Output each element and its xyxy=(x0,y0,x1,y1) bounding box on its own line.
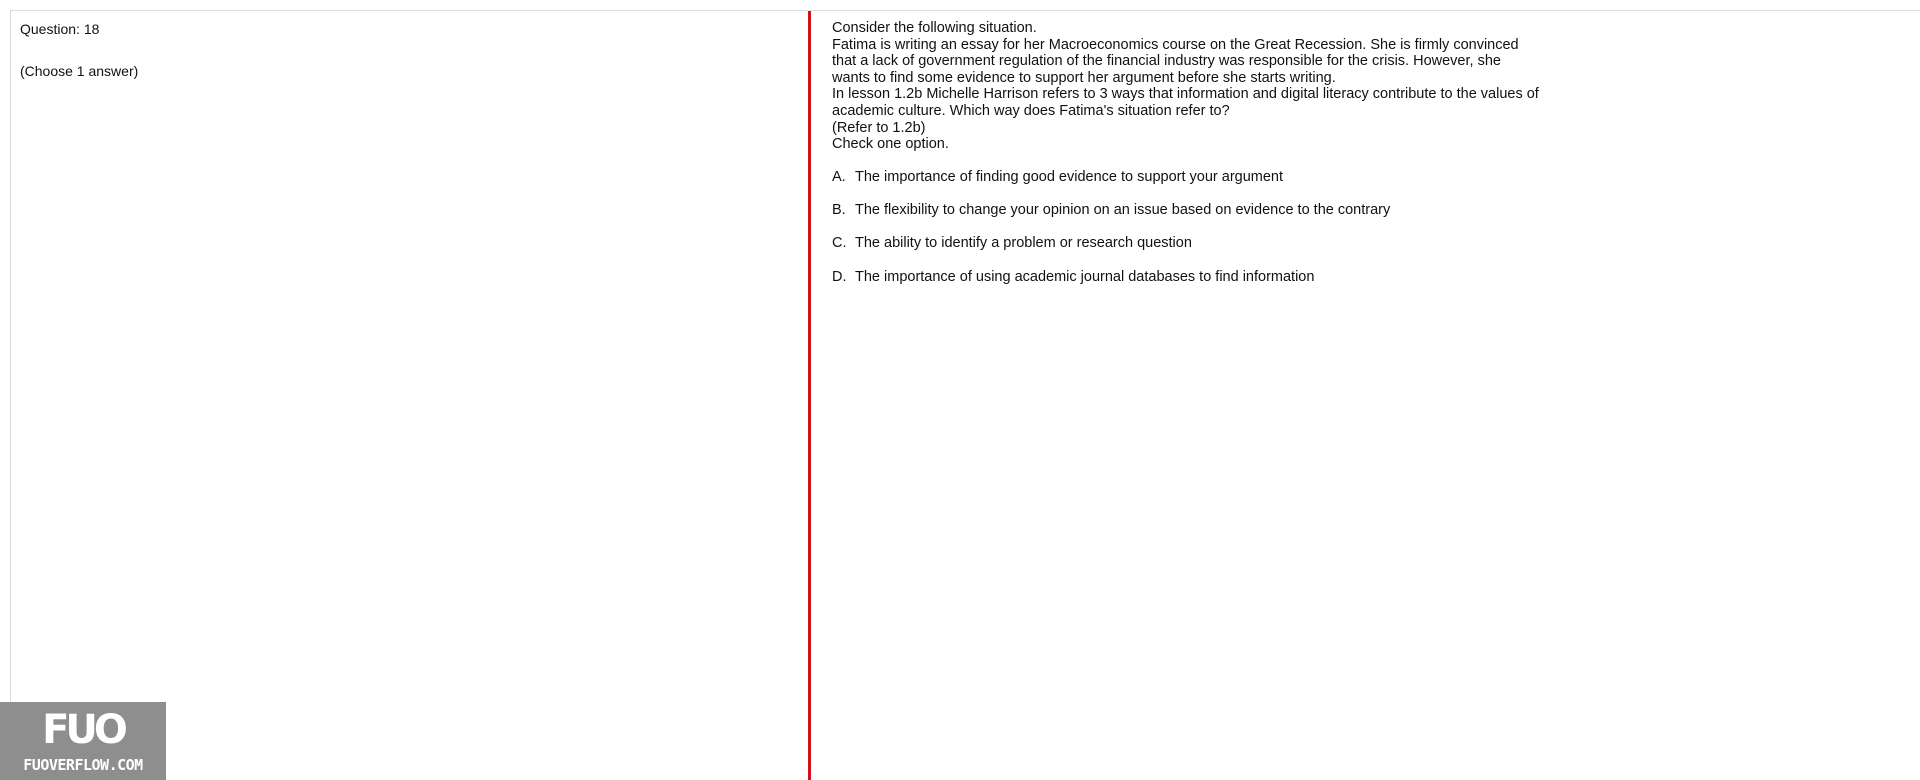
question-text-line: (Refer to 1.2b) xyxy=(832,119,926,136)
option-text: The importance of using academic journal databases to find information xyxy=(855,268,1315,285)
choose-answer-hint: (Choose 1 answer) xyxy=(20,63,139,79)
option-letter: A. xyxy=(832,168,846,185)
question-text-line: wants to find some evidence to support her argument before she starts writing. xyxy=(832,69,1336,86)
option-text: The flexibility to change your opinion on an issue based on evidence to the contrary xyxy=(855,202,1391,219)
question-number: Question: 18 xyxy=(20,21,100,37)
question-text xyxy=(832,20,1572,153)
option-letter: D. xyxy=(832,268,847,285)
answer-option-d[interactable] xyxy=(832,269,1572,302)
answer-options xyxy=(832,169,1572,302)
question-text-line: In lesson 1.2b Michelle Harrison refers to 3 ways that information and digital literacy contribute to the values of xyxy=(832,86,1539,103)
question-text-line: Check one option. xyxy=(832,136,949,153)
option-letter: B. xyxy=(832,202,846,219)
question-text-line: academic culture. Which way does Fatima's situation refer to? xyxy=(832,102,1230,119)
watermark-logo xyxy=(0,702,166,780)
answer-option-b[interactable] xyxy=(832,202,1572,235)
question-text-line: Fatima is writing an essay for her Macroeconomics course on the Great Recession. She is firmly convinced xyxy=(832,36,1519,53)
watermark-logo-mark: FUO xyxy=(42,707,124,753)
question-content-panel xyxy=(832,20,1572,302)
answer-option-a[interactable] xyxy=(832,169,1572,202)
watermark-site-name: FUOVERFLOW.COM xyxy=(23,756,143,774)
answer-option-c[interactable] xyxy=(832,235,1572,268)
option-text: The importance of finding good evidence to support your argument xyxy=(855,168,1284,185)
option-text: The ability to identify a problem or research question xyxy=(855,235,1192,252)
option-letter: C. xyxy=(832,235,847,252)
question-text-line: Consider the following situation. xyxy=(832,20,1037,36)
question-text-line: that a lack of government regulation of the financial industry was responsible for the crisis. However, she xyxy=(832,53,1501,70)
question-info-panel xyxy=(10,11,808,780)
panel-divider xyxy=(808,11,811,780)
